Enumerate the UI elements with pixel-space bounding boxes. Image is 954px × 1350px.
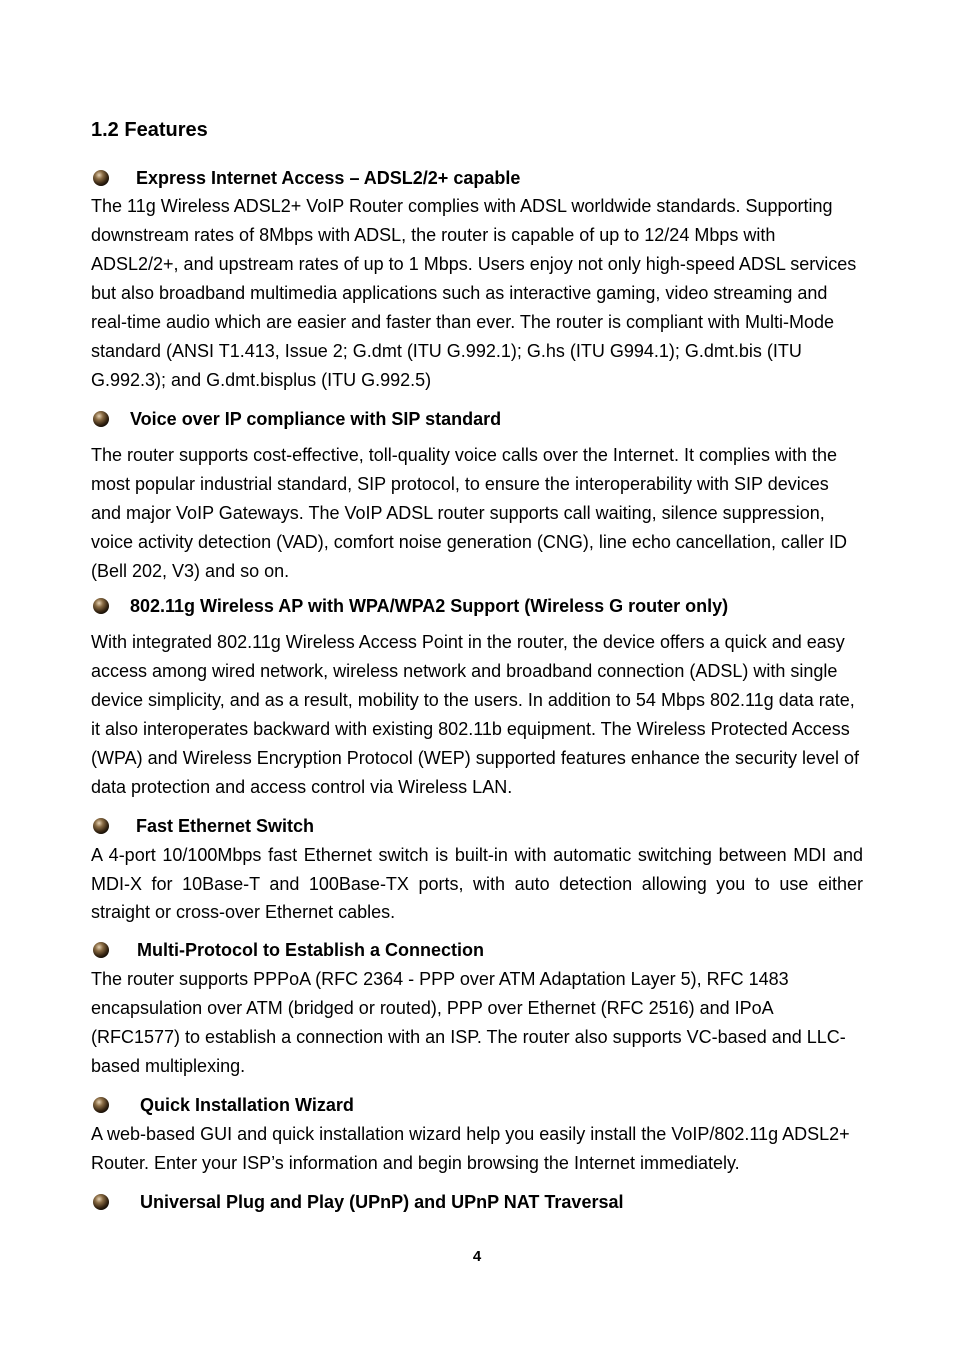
feature-body: With integrated 802.11g Wireless Access Point in the router, the device offers a quick and easy access among wired network, wireless network and broadband connection (ADSL) with single device simplicity, and as a result, mobility to the users. In addition to 54 Mbps 802.11g data rate, it also interoperates backward with existing 802.11b equipment. The Wireless Protected Access (WPA) and Wireless Encryption Protocol (WEP) supported features enhance the security level of data protection and access control via Wireless LAN. xyxy=(91,632,859,797)
feature-body: The 11g Wireless ADSL2+ VoIP Router complies with ADSL worldwide standards. Supporting downstream rates of 8Mbps with ADSL, the router is capable of up to 12/24 Mbps with ADSL2/2+, and upstream rates of up to 1 Mbps. Users enjoy not only high-speed ADSL services but also broadband multimedia applications such as interactive gaming, video streaming and real-time audio which are easier and faster than ever. The router is compliant with Multi-Mode standard (ANSI T1.413, Issue 2; G.dmt (ITU G.992.1); G.hs (ITU G994.1); G.dmt.bis (ITU G.992.3); and G.dmt.bisplus (ITU G.992.5) xyxy=(91,196,857,390)
feature-heading-text: 802.11g Wireless AP with WPA/WPA2 Support (Wireless G router only) xyxy=(130,596,729,616)
feature-body: The router supports cost-effective, toll-quality voice calls over the Internet. It complies with the most popular industrial standard, SIP protocol, to ensure the interoperability with SIP devices and major VoIP Gateways. The VoIP ADSL router supports call waiting, silence suppression, voice activity detection (VAD), comfort noise generation (CNG), line echo cancellation, caller ID (Bell 202, V3) and so on. xyxy=(91,445,847,581)
feature-heading xyxy=(91,1190,863,1214)
page-number: 4 xyxy=(472,1248,482,1265)
sphere-bullet-icon xyxy=(92,169,110,187)
feature-wireless-ap xyxy=(91,594,863,802)
feature-heading xyxy=(91,594,863,618)
sphere-bullet-icon xyxy=(92,817,110,835)
feature-heading-text: Express Internet Access – ADSL2/2+ capable xyxy=(136,168,521,188)
sphere-bullet-icon xyxy=(92,941,110,959)
sphere-bullet-icon xyxy=(92,597,110,615)
feature-heading-text: Fast Ethernet Switch xyxy=(136,816,315,836)
feature-body: The router supports PPPoA (RFC 2364 - PPP over ATM Adaptation Layer 5), RFC 1483 encapsulation over ATM (bridged or routed), PPP over Ethernet (RFC 2516) and IPoA (RFC1577) to establish a connection with an ISP. The router also supports VC-based and LLC-based multiplexing. xyxy=(91,968,846,1076)
feature-quick-install xyxy=(91,1093,863,1178)
feature-express-internet xyxy=(91,166,863,395)
feature-heading-text: Universal Plug and Play (UPnP) and UPnP NAT Traversal xyxy=(140,1191,624,1212)
feature-heading xyxy=(91,938,863,962)
feature-heading-text: Multi-Protocol to Establish a Connection xyxy=(137,939,485,960)
feature-voip-sip xyxy=(91,407,863,586)
feature-multi-protocol xyxy=(91,938,863,1081)
feature-body: A 4-port 10/100Mbps fast Ethernet switch is built-in with automatic switching between MDI and MDI-X for 10Base-T and 100Base-TX ports, with auto detection allowing you to use either straight or cross-over Ethernet cables. xyxy=(91,845,863,922)
sphere-bullet-icon xyxy=(92,1193,110,1211)
sphere-bullet-icon xyxy=(92,1096,110,1114)
feature-heading xyxy=(91,407,863,431)
feature-heading-text: Quick Installation Wizard xyxy=(140,1094,354,1115)
feature-fast-ethernet xyxy=(91,814,863,927)
feature-heading-text: Voice over IP compliance with SIP standard xyxy=(130,409,502,429)
feature-body: A web-based GUI and quick installation wizard help you easily install the VoIP/802.11g ADSL2+ Router. Enter your ISP’s information and begin browsing the Internet immediately. xyxy=(91,1123,850,1173)
feature-heading xyxy=(91,166,863,190)
feature-heading xyxy=(91,814,863,838)
document-page xyxy=(91,116,863,1214)
feature-heading xyxy=(91,1093,863,1117)
feature-upnp xyxy=(91,1190,863,1214)
sphere-bullet-icon xyxy=(92,410,110,428)
section-title: 1.2 Features xyxy=(91,119,208,141)
